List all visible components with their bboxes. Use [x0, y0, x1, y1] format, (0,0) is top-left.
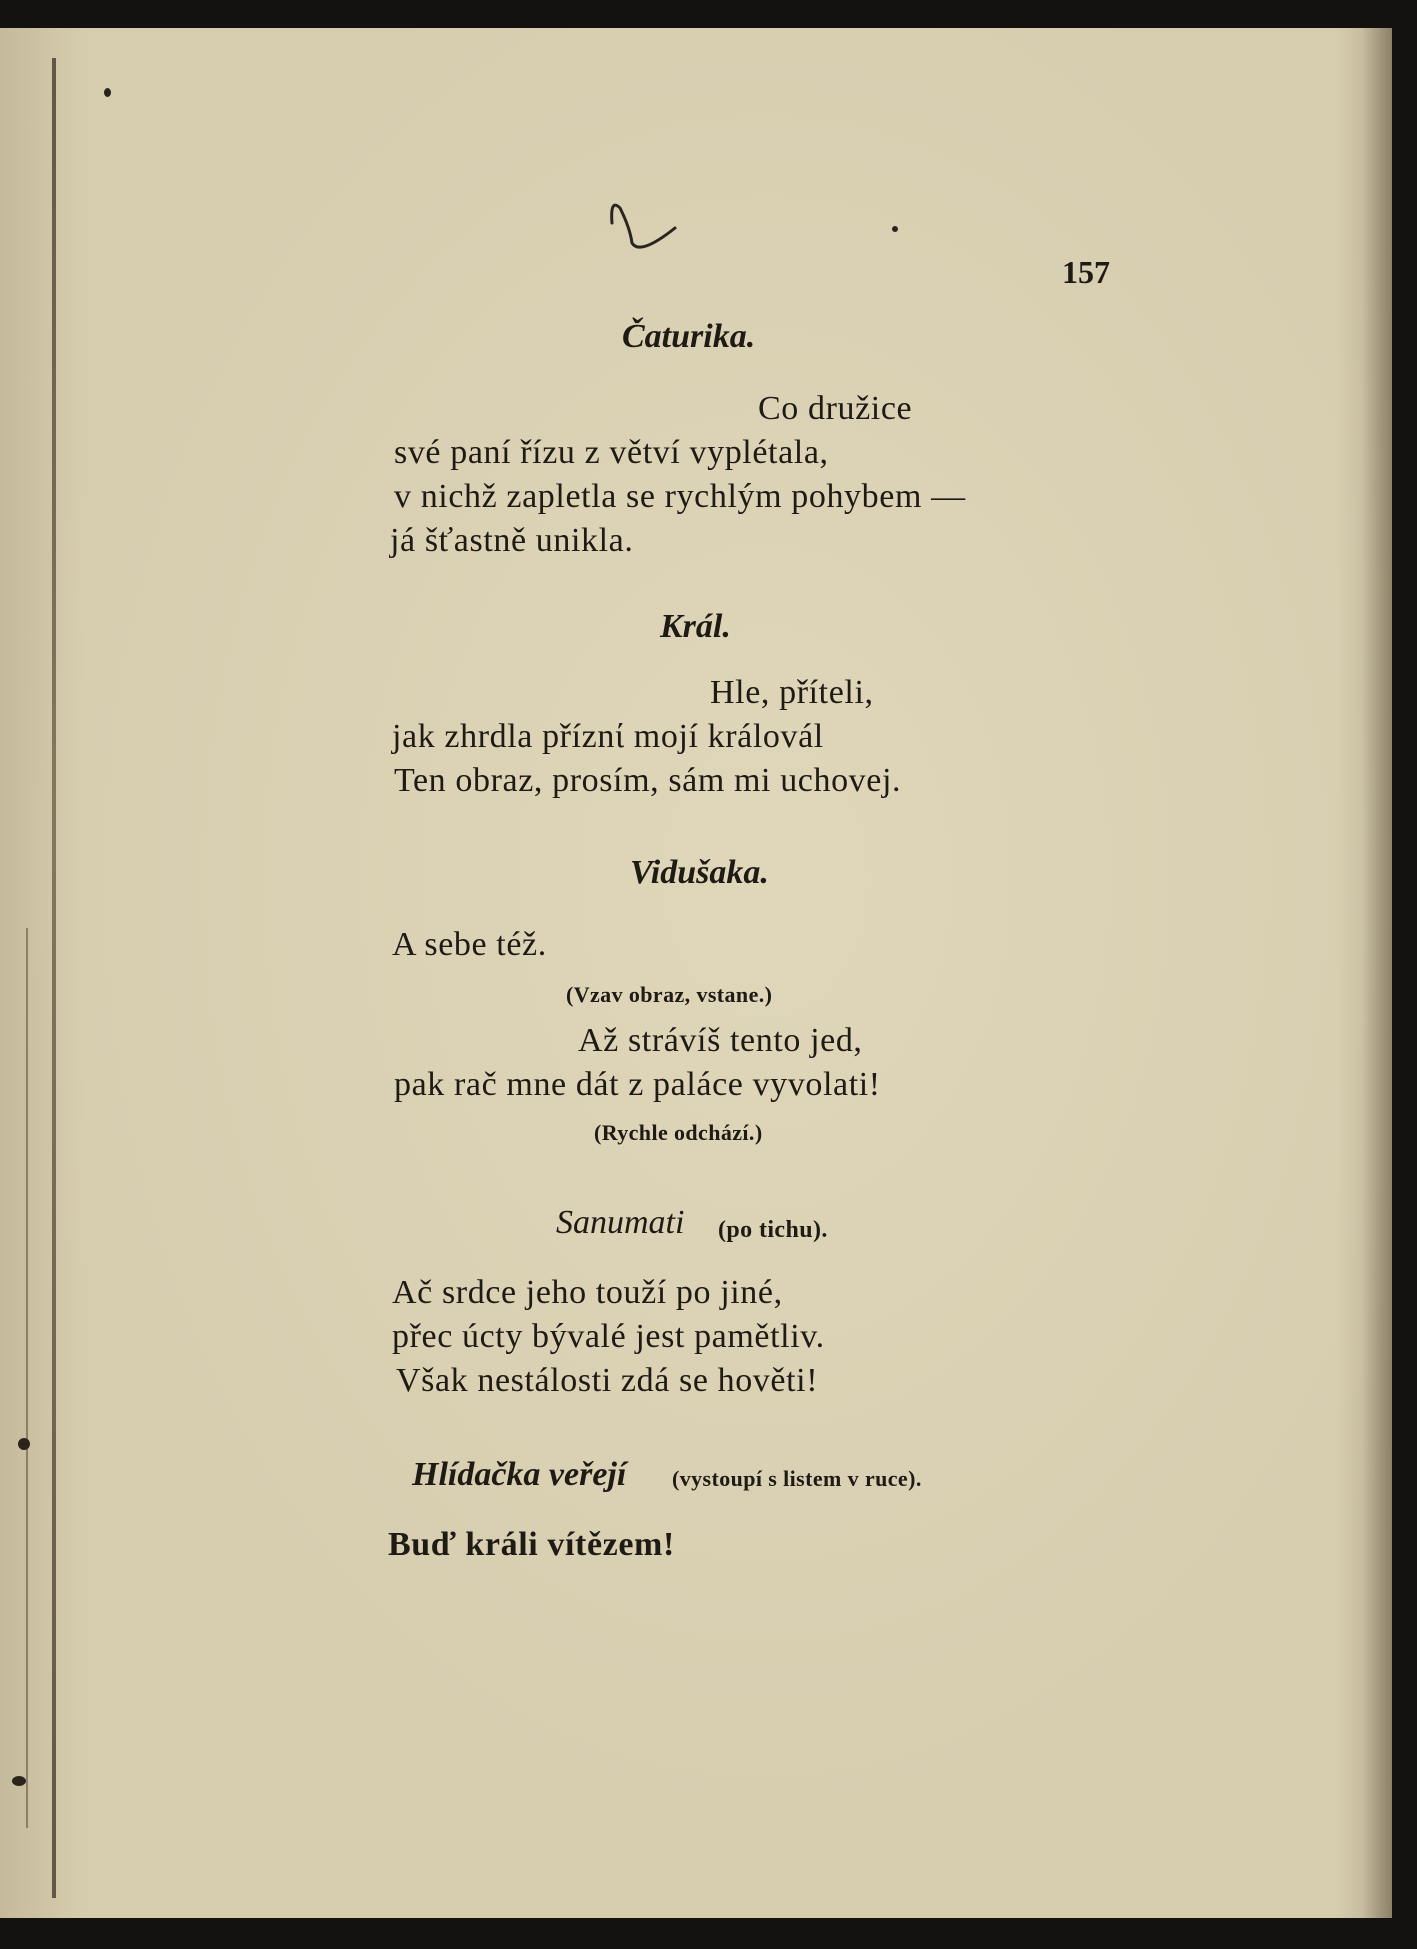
verse-line: Ač srdce jeho touží po jiné, [392, 1274, 783, 1311]
page-edge-shadow [1362, 28, 1392, 1918]
verse-line: Hle, příteli, [710, 674, 874, 711]
binding-edge [52, 58, 56, 1898]
speaker-heading: Vidušaka. [630, 854, 769, 891]
stage-direction: (Vzav obraz, vstane.) [566, 982, 773, 1007]
speaker-note: (po tichu). [718, 1217, 828, 1243]
verse-line: A sebe též. [392, 926, 547, 963]
speaker-heading: Hlídačka veřejí [412, 1456, 627, 1493]
verse-line: pak rač mne dát z paláce vyvolati! [394, 1066, 881, 1103]
paper-page [0, 28, 1392, 1918]
verse-line: jak zhrdla příznί mojí královál [392, 718, 824, 755]
verse-line: Až strávíš tento jed, [578, 1022, 863, 1059]
ink-speck [12, 1776, 26, 1786]
ink-speck [18, 1438, 30, 1450]
speaker-heading: Král. [660, 608, 731, 645]
ink-speck [104, 88, 111, 97]
verse-line: Co družice [758, 390, 913, 427]
pencil-annotation-mark [600, 188, 700, 268]
speaker-note: (vystoupí s listem v ruce). [672, 1466, 922, 1491]
verse-line: v nichž zapletla se rychlým pohybem — [394, 478, 966, 515]
verse-line: Ten obraz, prosím, sám mi uchovej. [394, 762, 902, 799]
verse-line: Však nestálosti zdá se hověti! [396, 1362, 819, 1399]
verse-line: já šťastně unikla. [390, 522, 634, 559]
page-number: 157 [1062, 254, 1110, 290]
ink-speck [892, 226, 898, 232]
binding-edge-shadow [26, 928, 28, 1828]
verse-line: přec úcty bývalé jest pamětliv. [392, 1318, 825, 1355]
speaker-heading: Sanumati [556, 1204, 685, 1241]
speaker-heading: Čaturika. [622, 318, 756, 355]
stage-direction: (Rychle odchází.) [594, 1120, 763, 1145]
verse-line: své paní řízu z větví vyplétala, [394, 434, 829, 471]
verse-line: Buď králi vítězem! [388, 1526, 675, 1563]
